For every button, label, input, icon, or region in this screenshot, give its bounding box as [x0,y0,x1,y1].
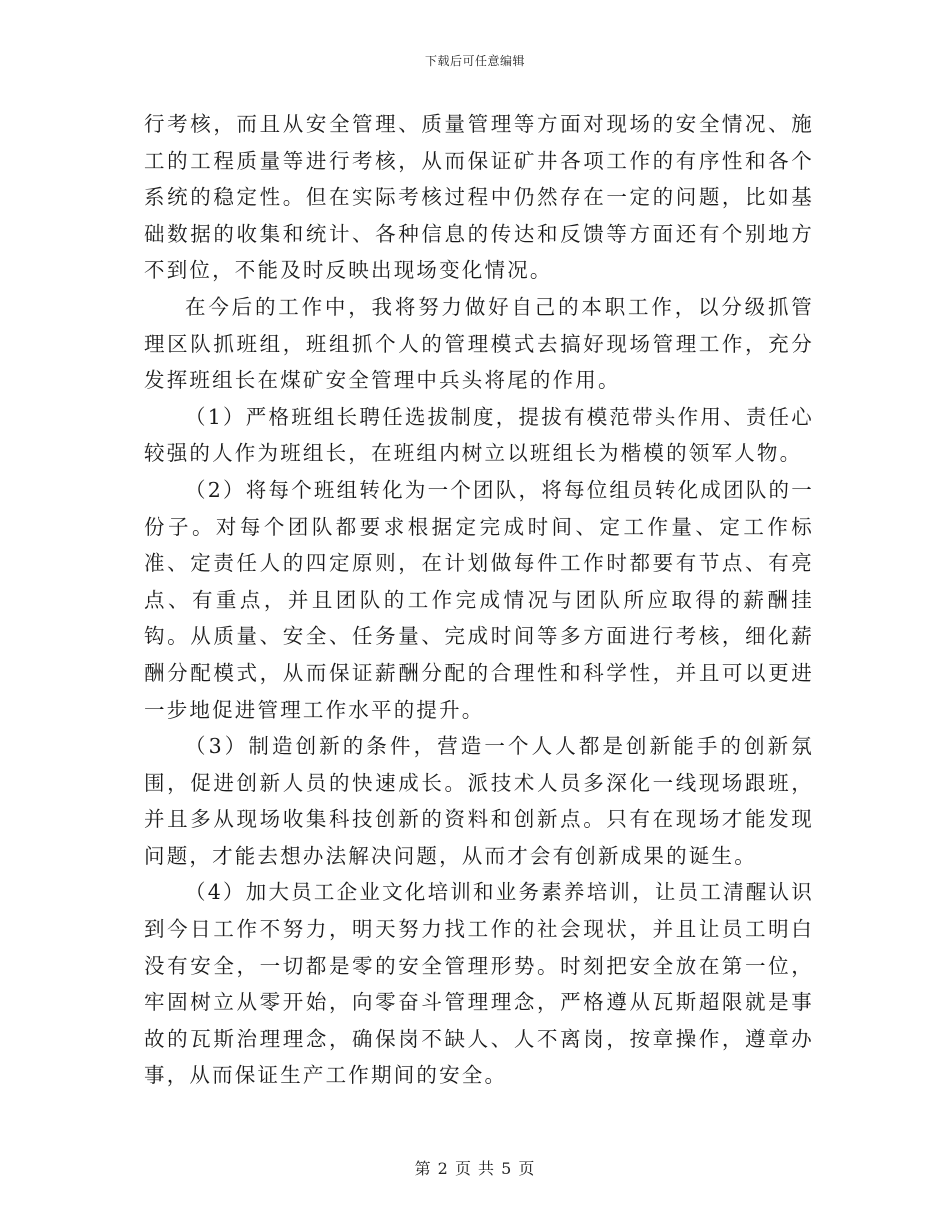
paragraph-item-2: （2）将每个班组转化为一个团队，将每位组员转化成团队的一份子。对每个团队都要求根据定完成时间、定工作量、定工作标准、定责任人的四定原则，在计划做每件工作时都要有节点、有亮点、有重点，并且团队的工作完成情况与团队所应取得的薪酬挂钩。从质量、安全、任务量、完成时间等多方面进行考核，细化薪酬分配模式，从而保证薪酬分配的合理性和科学性，并且可以更进一步地促进管理工作水平的提升。 [144,477,814,722]
paragraph-item-3: （3）制造创新的条件，营造一个人人都是创新能手的创新氛围，促进创新人员的快速成长。派技术人员多深化一线现场跟班，并且多从现场收集科技创新的资料和创新点。只有在现场才能发现问题，才能去想办法解决问题，从而才会有创新成果的诞生。 [144,734,814,868]
page-number-footer: 第 2 页 共 5 页 [414,1159,536,1178]
document-body [144,106,814,1094]
paragraph-item-1: （1）严格班组长聘任选拔制度，提拔有模范带头作用、责任心较强的人作为班组长，在班组内树立以班组长为楷模的领军人物。 [144,404,814,466]
paragraph-continuation: 行考核，而且从安全管理、质量管理等方面对现场的安全情况、施工的工程质量等进行考核，从而保证矿井各项工作的有序性和各个系统的稳定性。但在实际考核过程中仍然存在一定的问题，比如基础数据的收集和统计、各种信息的传达和反馈等方面还有个别地方不到位，不能及时反映出现场变化情况。 [144,112,814,283]
paragraph-future-work: 在今后的工作中，我将努力做好自己的本职工作，以分级抓管理区队抓班组，班组抓个人的管理模式去搞好现场管理工作，充分发挥班组长在煤矿安全管理中兵头将尾的作用。 [144,294,814,393]
paragraph-item-4: （4）加大员工企业文化培训和业务素养培训，让员工清醒认识到今日工作不努力，明天努力找工作的社会现状，并且让员工明白没有安全，一切都是零的安全管理形势。时刻把安全放在第一位，牢固树立从零开始，向零奋斗管理理念，严格遵从瓦斯超限就是事故的瓦斯治理理念，确保岗不缺人、人不离岗，按章操作，遵章办事，从而保证生产工作期间的安全。 [144,880,814,1088]
page-header: 下载后可任意编辑 [424,54,525,68]
